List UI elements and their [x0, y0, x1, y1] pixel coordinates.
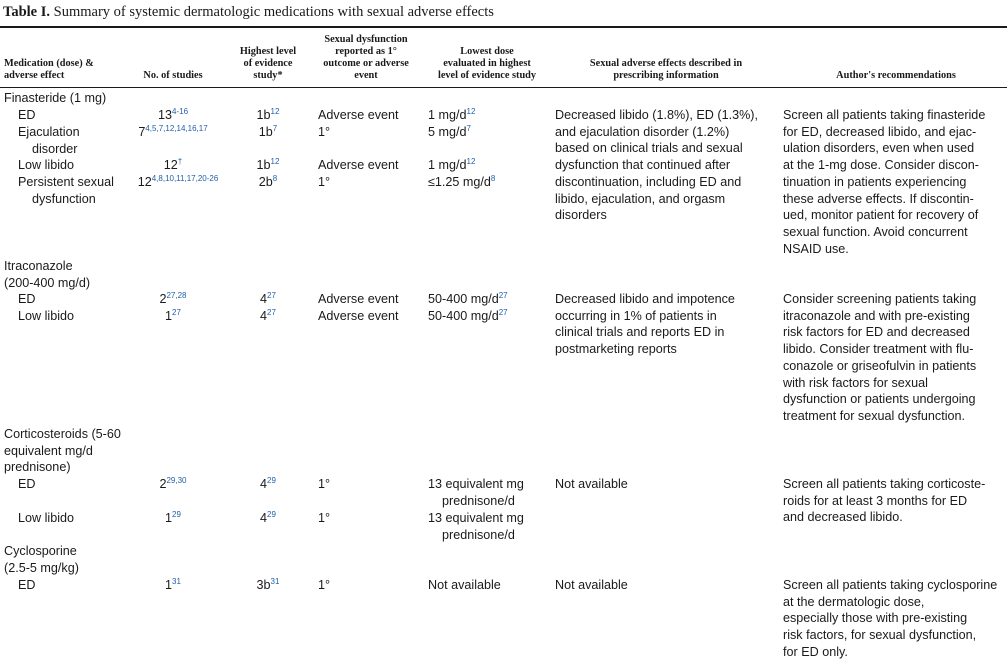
- dose-value: ≤1.25 mg/d: [428, 175, 491, 189]
- evidence-cell: [236, 124, 300, 141]
- reference-sup: 4-16: [172, 107, 189, 116]
- medication-line: equivalent mg/d: [4, 443, 93, 458]
- dose-cell: [428, 107, 475, 124]
- top-rule: [0, 26, 1007, 28]
- effect-line: dysfunction: [32, 191, 96, 206]
- recommendation-finasteride: Screen all patients taking finasteride for ED, decreased libido, and ejac- ulation disorders, even when used at the 1-mg dose. Consider discon- tinuation in patients experiencing these adverse effects. If discontin- ued, monitor patient for recovery of sexual function. Avoid concurrent NSAID use.: [783, 108, 986, 256]
- dose-line: prednisone/d: [442, 527, 515, 542]
- reference-sup: 12: [270, 157, 280, 166]
- evidence-cell: [236, 510, 300, 527]
- medication-line: Cyclosporine: [4, 544, 77, 558]
- header-line: of evidence: [243, 58, 293, 69]
- reference-sup: 31: [172, 577, 181, 586]
- outcome-cell: Adverse event: [318, 309, 399, 323]
- dose-value: 5 mg/d: [428, 125, 467, 139]
- dose-cell: Not available: [428, 578, 501, 592]
- reference-sup: 27: [172, 308, 181, 317]
- studies-value: 12: [163, 158, 178, 172]
- outcome-cell: 1°: [318, 511, 331, 525]
- header-line: prescribing information: [613, 70, 719, 81]
- evidence-value: 4: [260, 511, 268, 525]
- studies-cell: [128, 577, 218, 594]
- header-line: No. of studies: [143, 70, 203, 81]
- recommendation-cyclosporine: Screen all patients taking cyclosporine at the dermatologic dose, especially those with pre-existing risk factors, for sexual dysfunction, for ED only.: [783, 578, 998, 659]
- prescribing-corticosteroids: Not available: [555, 477, 628, 491]
- recommendation-itraconazole: Consider screening patients taking itraconazole and with pre-existing risk factors for ED and decreased libido. Consider treatment with flu- conazole or griseofulvin in patients with risk factors for sexual dysfunction or patients undergoing treatment for sexual dysfunction.: [783, 292, 977, 423]
- header-line: event: [354, 70, 378, 81]
- studies-value: 2: [159, 292, 167, 306]
- dose-value: 50-400 mg/d: [428, 309, 499, 323]
- prescribing-finasteride: Decreased libido (1.8%), ED (1.3%), and ejaculation disorder (1.2%) based on clinical trials and sexual dysfunction that continued after discontinuation, including ED and libido, ejaculation, and orgasm disorders: [555, 108, 758, 223]
- evidence-value: 4: [260, 292, 268, 306]
- dose-cell: [428, 308, 508, 325]
- dose-line: prednisone/d: [442, 493, 515, 508]
- medication-itraconazole: [4, 258, 90, 291]
- header-recommendations: [790, 70, 1002, 82]
- evidence-value: 1b: [256, 108, 271, 122]
- medication-line: prednisone): [4, 460, 71, 475]
- effect-cell: Low libido: [18, 158, 75, 172]
- studies-cell: [118, 174, 238, 191]
- medication-line: (2.5-5 mg/kg): [4, 560, 79, 575]
- header-text: study*: [253, 70, 283, 81]
- effect-cell: ED: [18, 292, 36, 306]
- header-line: Sexual dysfunction: [324, 34, 408, 45]
- effect-cell: Low libido: [18, 511, 75, 525]
- outcome-cell: Adverse event: [318, 292, 399, 306]
- medication-line: Corticosteroids (5-60: [4, 427, 121, 441]
- header-line: reported as 1°: [335, 46, 397, 57]
- header-line: evaluated in highest: [443, 58, 531, 69]
- dose-line: 13 equivalent mg: [428, 511, 524, 525]
- dose-cell: [428, 510, 524, 543]
- dose-cell: [428, 157, 475, 174]
- header-line: Sexual adverse effects described in: [589, 58, 743, 69]
- dose-line: 13 equivalent mg: [428, 477, 524, 491]
- prescribing-cyclosporine: Not available: [555, 578, 628, 592]
- effect-line: Ejaculation: [18, 125, 80, 139]
- header-outcome: [312, 34, 420, 82]
- dose-cell: [428, 124, 471, 141]
- header-line: Author's recommendations: [836, 70, 956, 81]
- reference-sup: 29: [267, 476, 276, 485]
- medication-finasteride: Finasteride (1 mg): [4, 91, 107, 105]
- medication-line: Itraconazole: [4, 259, 73, 273]
- studies-cell: [128, 308, 218, 325]
- dose-cell: [428, 291, 508, 308]
- evidence-value: 3b: [256, 578, 271, 592]
- reference-sup: 12: [466, 157, 476, 166]
- effect-line: Persistent sexual: [18, 175, 114, 189]
- header-evidence: [236, 46, 300, 82]
- effect-cell: [18, 174, 114, 207]
- studies-value: 2: [159, 477, 167, 491]
- evidence-cell: [236, 577, 300, 594]
- header-lowest-dose: [422, 46, 552, 82]
- evidence-cell: [236, 291, 300, 308]
- dose-cell: [428, 476, 524, 509]
- dose-value: 50-400 mg/d: [428, 292, 499, 306]
- studies-value: 1: [165, 309, 173, 323]
- header-medication: [4, 58, 94, 82]
- header-line: [236, 70, 300, 82]
- studies-cell: [128, 476, 218, 493]
- evidence-value: 4: [260, 309, 268, 323]
- table-label: Table I.: [3, 4, 51, 20]
- studies-value: 13: [157, 108, 172, 122]
- studies-value: 7: [138, 125, 146, 139]
- effect-cell: ED: [18, 477, 36, 491]
- studies-value: 1: [165, 511, 173, 525]
- reference-sup: 27: [267, 308, 276, 317]
- reference-sup: 31: [270, 577, 280, 586]
- reference-sup: 4,8,10,11,17,20-26: [151, 174, 219, 183]
- table-caption: Summary of systemic dermatologic medications with sexual adverse effects: [53, 4, 494, 20]
- reference-sup: 8: [272, 174, 278, 183]
- outcome-cell: Adverse event: [318, 158, 399, 172]
- studies-cell: [128, 157, 218, 174]
- evidence-cell: [236, 157, 300, 174]
- medication-line: (200-400 mg/d): [4, 275, 91, 290]
- header-line: Lowest dose: [460, 46, 514, 57]
- reference-sup: 7: [466, 124, 471, 133]
- recommendation-corticosteroids: Screen all patients taking corticoste- roids for at least 3 months for ED and decreased libido.: [783, 477, 986, 525]
- reference-sup: 29,30: [166, 476, 187, 485]
- reference-sup: 27,28: [166, 291, 187, 300]
- reference-sup: 29: [172, 510, 181, 519]
- header-line: outcome or adverse: [323, 58, 409, 69]
- effect-line: disorder: [32, 141, 78, 156]
- studies-cell: [128, 107, 218, 124]
- header-rule: [0, 87, 1007, 88]
- prescribing-itraconazole: Decreased libido and impotence occurring in 1% of patients in clinical trials and reports ED in postmarketing reports: [555, 292, 735, 357]
- studies-value: 1: [165, 578, 173, 592]
- outcome-cell: 1°: [318, 175, 331, 189]
- dose-value: 1 mg/d: [428, 158, 467, 172]
- evidence-value: 1b: [258, 125, 273, 139]
- outcome-cell: 1°: [318, 578, 331, 592]
- header-line: Medication (dose) &: [4, 58, 94, 69]
- outcome-cell: Adverse event: [318, 108, 399, 122]
- reference-sup: 12: [466, 107, 476, 116]
- evidence-cell: [236, 308, 300, 325]
- reference-sup: 29: [267, 510, 276, 519]
- effect-cell: ED: [18, 578, 36, 592]
- evidence-cell: [236, 107, 300, 124]
- outcome-cell: 1°: [318, 125, 331, 139]
- reference-sup: 27: [498, 291, 508, 300]
- reference-sup: 4,5,7,12,14,16,17: [145, 124, 208, 133]
- table-title: [3, 4, 494, 21]
- evidence-value: 1b: [256, 158, 271, 172]
- dose-cell: [428, 174, 495, 191]
- reference-sup: 27: [498, 308, 508, 317]
- studies-cell: [118, 124, 228, 141]
- evidence-cell: [236, 174, 300, 191]
- evidence-value: 4: [260, 477, 268, 491]
- reference-sup: 12: [270, 107, 280, 116]
- outcome-cell: 1°: [318, 477, 331, 491]
- reference-sup: 7: [272, 124, 278, 133]
- medication-cyclosporine: [4, 543, 79, 576]
- evidence-cell: [236, 476, 300, 493]
- studies-value: 12: [137, 175, 152, 189]
- evidence-value: 2b: [258, 175, 273, 189]
- header-line: adverse effect: [4, 70, 65, 81]
- studies-cell: [128, 291, 218, 308]
- header-studies: [128, 70, 218, 82]
- header-prescribing: [556, 58, 776, 82]
- reference-sup: 8: [490, 174, 496, 183]
- header-line: level of evidence study: [437, 70, 537, 81]
- studies-cell: [128, 510, 218, 527]
- dose-value: 1 mg/d: [428, 108, 467, 122]
- medication-corticosteroids: [4, 426, 121, 476]
- effect-cell: [18, 124, 80, 157]
- effect-cell: Low libido: [18, 309, 75, 323]
- header-line: Highest level: [239, 46, 297, 57]
- reference-sup: †: [177, 157, 183, 166]
- reference-sup: 27: [267, 291, 276, 300]
- effect-cell: ED: [18, 108, 36, 122]
